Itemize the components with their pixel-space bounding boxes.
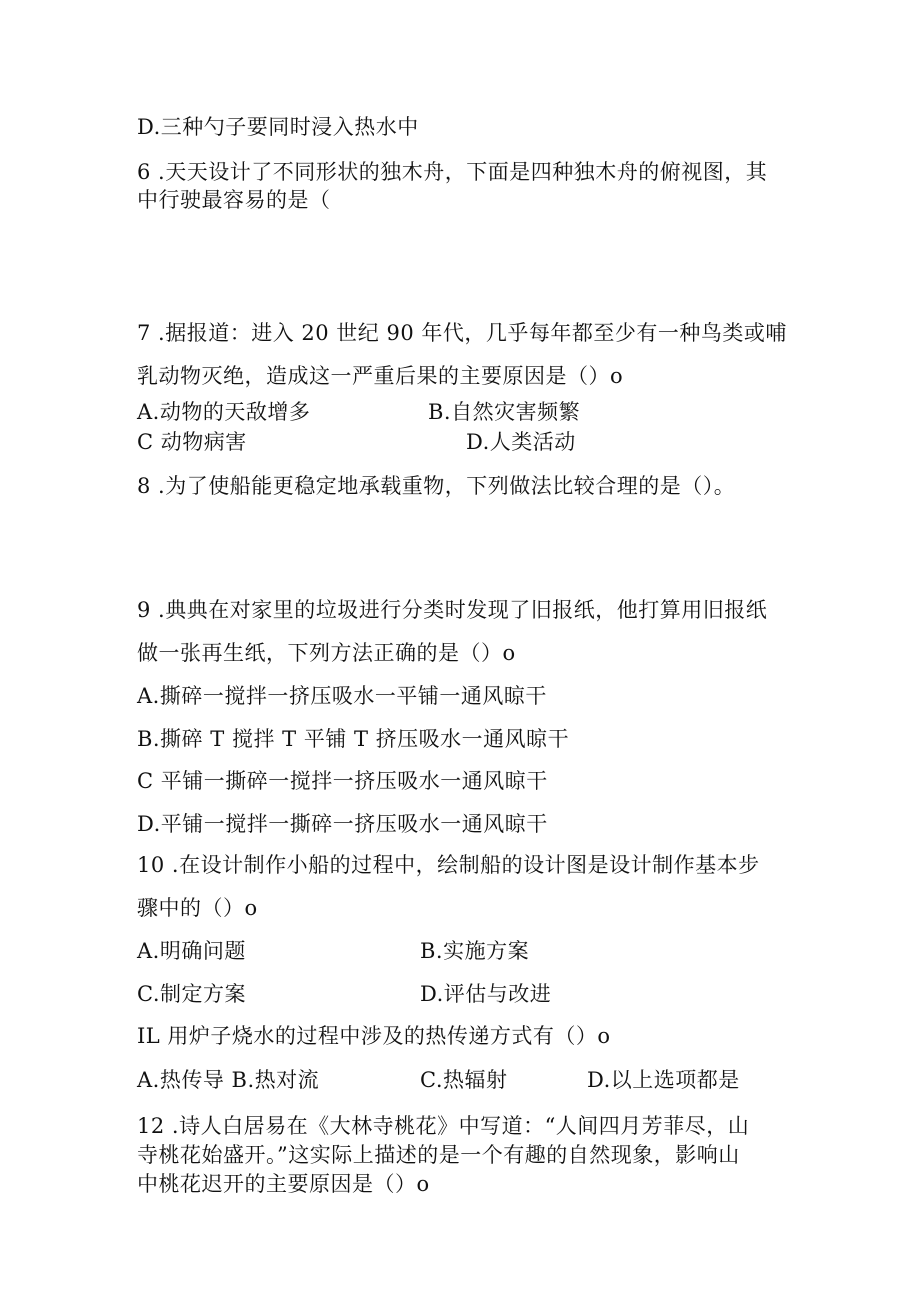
- q9-option-b: B.撕碎 T 搅拌 T 平铺 T 挤压吸水一通风晾干: [137, 727, 570, 751]
- q8-text: 8 .为了使船能更稳定地承载重物，下列做法比较合理的是（）。: [137, 474, 736, 498]
- q11-text: IL 用炉子烧水的过程中涉及的热传递方式有（）o: [137, 1024, 611, 1048]
- q6-text-line2: 中行驶最容易的是（: [137, 188, 331, 212]
- q9-text-line2: 做一张再生纸，下列方法正确的是（）o: [137, 641, 516, 665]
- q10-option-c: C.制定方案: [137, 982, 246, 1006]
- q7-option-a: A.动物的天敌增多: [137, 400, 311, 424]
- q12-text-line3: 中桃花迟开的主要原因是（）o: [137, 1172, 430, 1196]
- q12-text-line2: 寺桃花始盛开。”这实际上描述的是一个有趣的自然现象，影响山: [137, 1143, 740, 1167]
- q11-option-d: D.以上选项都是: [587, 1068, 740, 1092]
- q10-option-a: A.明确问题: [137, 939, 246, 963]
- q7-text-line1: 7 .据报道：进入 20 世纪 90 年代，几乎每年都至少有一种鸟类或哺: [137, 321, 787, 345]
- q10-text-line2: 骤中的（）o: [137, 896, 258, 920]
- q7-text-line2: 乳动物灭绝，造成这一严重后果的主要原因是（）o: [137, 364, 624, 388]
- q10-option-b: B.实施方案: [420, 939, 530, 963]
- q7-option-d: D.人类活动: [466, 430, 576, 454]
- q6-text-line1: 6 .天天设计了不同形状的独木舟，下面是四种独木舟的俯视图，其: [137, 160, 768, 184]
- q11-option-ab: A.热传导 B.热对流: [137, 1068, 320, 1092]
- q10-text-line1: 10 .在设计制作小船的过程中，绘制船的设计图是设计制作基本步: [137, 853, 760, 877]
- q11-option-c: C.热辐射: [420, 1068, 508, 1092]
- q9-option-d: D.平铺一搅拌一撕碎一挤压吸水一通风晾干: [137, 812, 548, 836]
- q12-text-line1: 12 .诗人白居易在《大林寺桃花》中写道：“人间四月芳菲尽，山: [137, 1114, 750, 1138]
- q9-text-line1: 9 .典典在对家里的垃圾进行分类时发现了旧报纸，他打算用旧报纸: [137, 598, 768, 622]
- q10-option-d: D.评估与改进: [420, 982, 552, 1006]
- q7-option-c: C 动物病害: [137, 430, 247, 454]
- q9-option-a: A.撕碎一搅拌一挤压吸水一平铺一通风晾干: [137, 684, 547, 708]
- q9-option-c: C 平铺一撕碎一搅拌一挤压吸水一通风晾干: [137, 769, 548, 793]
- q5-option-d: D.三种勺子要同时浸入热水中: [137, 115, 419, 139]
- q7-option-b: B.自然灾害频繁: [428, 400, 581, 424]
